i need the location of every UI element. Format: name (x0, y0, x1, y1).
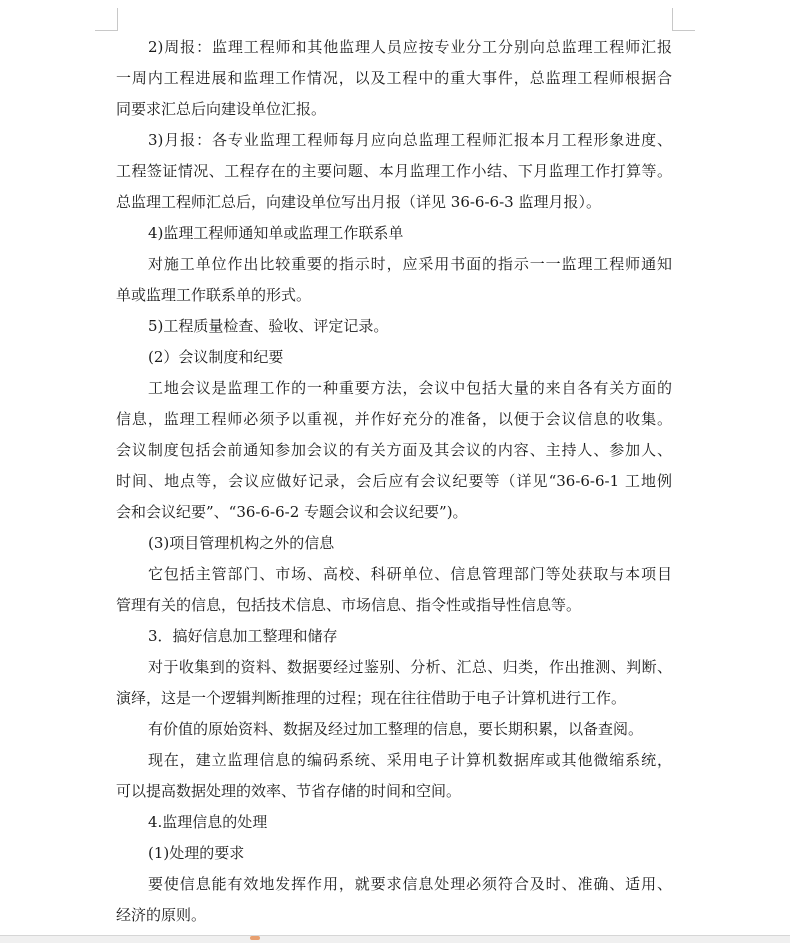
text-line: 3．搞好信息加工整理和储存 (148, 627, 338, 645)
text-line: 同要求汇总后向建设单位汇报。 (116, 100, 327, 118)
bottom-marker (250, 936, 260, 940)
text-line: (2）会议制度和纪要 (148, 348, 284, 366)
text-line: 会和会议纪要”、“36-6-6-2 专题会议和会议纪要”)。 (116, 503, 468, 521)
text-line: 现在，建立监理信息的编码系统、采用电子计算机数据库或其他微缩系统， (148, 751, 672, 769)
text-line: 工地会议是监理工作的一种重要方法，会议中包括大量的来自各有关方面的 (148, 379, 672, 397)
text-line: 单或监理工作联系单的形式。 (116, 286, 312, 304)
text-line: 总监理工程师汇总后，向建设单位写出月报（详见 36-6-6-3 监理月报）。 (116, 193, 601, 211)
bottom-scroll-strip (0, 935, 790, 943)
page-corner-mark-top-right (672, 8, 695, 31)
text-line: 工程签证情况、工程存在的主要问题、本月监理工作小结、下月监理工作打算等。 (116, 162, 672, 180)
text-line: (1)处理的要求 (148, 844, 245, 862)
text-line: 5)工程质量检查、验收、评定记录。 (148, 317, 389, 335)
text-line: 3)月报：各专业监理工程师每月应向总监理工程师汇报本月工程形象进度、 (148, 131, 672, 149)
text-line: 要使信息能有效地发挥作用，就要求信息处理必须符合及时、准确、适用、 (148, 875, 672, 893)
text-line: 会议制度包括会前通知参加会议的有关方面及其会议的内容、主持人、参加人、 (116, 441, 672, 459)
text-line: 管理有关的信息，包括技术信息、市场信息、指令性或指导性信息等。 (116, 596, 582, 614)
text-line: 4)监理工程师通知单或监理工作联系单 (148, 224, 404, 242)
text-line: 2)周报：监理工程师和其他监理人员应按专业分工分别向总监理工程师汇报 (148, 38, 672, 56)
text-line: 可以提高数据处理的效率、节省存储的时间和空间。 (116, 782, 462, 800)
text-line: 4.监理信息的处理 (148, 813, 268, 831)
text-line: 它包括主管部门、市场、高校、科研单位、信息管理部门等处获取与本项目 (148, 565, 672, 583)
text-line: 时间、地点等，会议应做好记录，会后应有会议纪要等（详见“36-6-6-1 工地例 (116, 472, 672, 490)
text-line: 对于收集到的资料、数据要经过鉴别、分析、汇总、归类，作出推测、判断、 (148, 658, 672, 676)
page-corner-mark-top-left (95, 8, 118, 31)
document-body (116, 32, 672, 931)
text-line: 对施工单位作出比较重要的指示时，应采用书面的指示一一监理工程师通知 (148, 255, 672, 273)
text-line: (3)项目管理机构之外的信息 (148, 534, 335, 552)
text-line: 一周内工程进展和监理工作情况，以及工程中的重大事件，总监理工程师根据合 (116, 69, 672, 87)
text-line: 信息，监理工程师必须予以重视，并作好充分的准备，以便于会议信息的收集。 (116, 410, 672, 428)
text-line: 有价值的原始资料、数据及经过加工整理的信息，要长期积累，以备查阅。 (148, 720, 644, 738)
text-line: 演绎，这是一个逻辑判断推理的过程；现在往往借助于电子计算机进行工作。 (116, 689, 627, 707)
text-line: 经济的原则。 (116, 906, 207, 924)
